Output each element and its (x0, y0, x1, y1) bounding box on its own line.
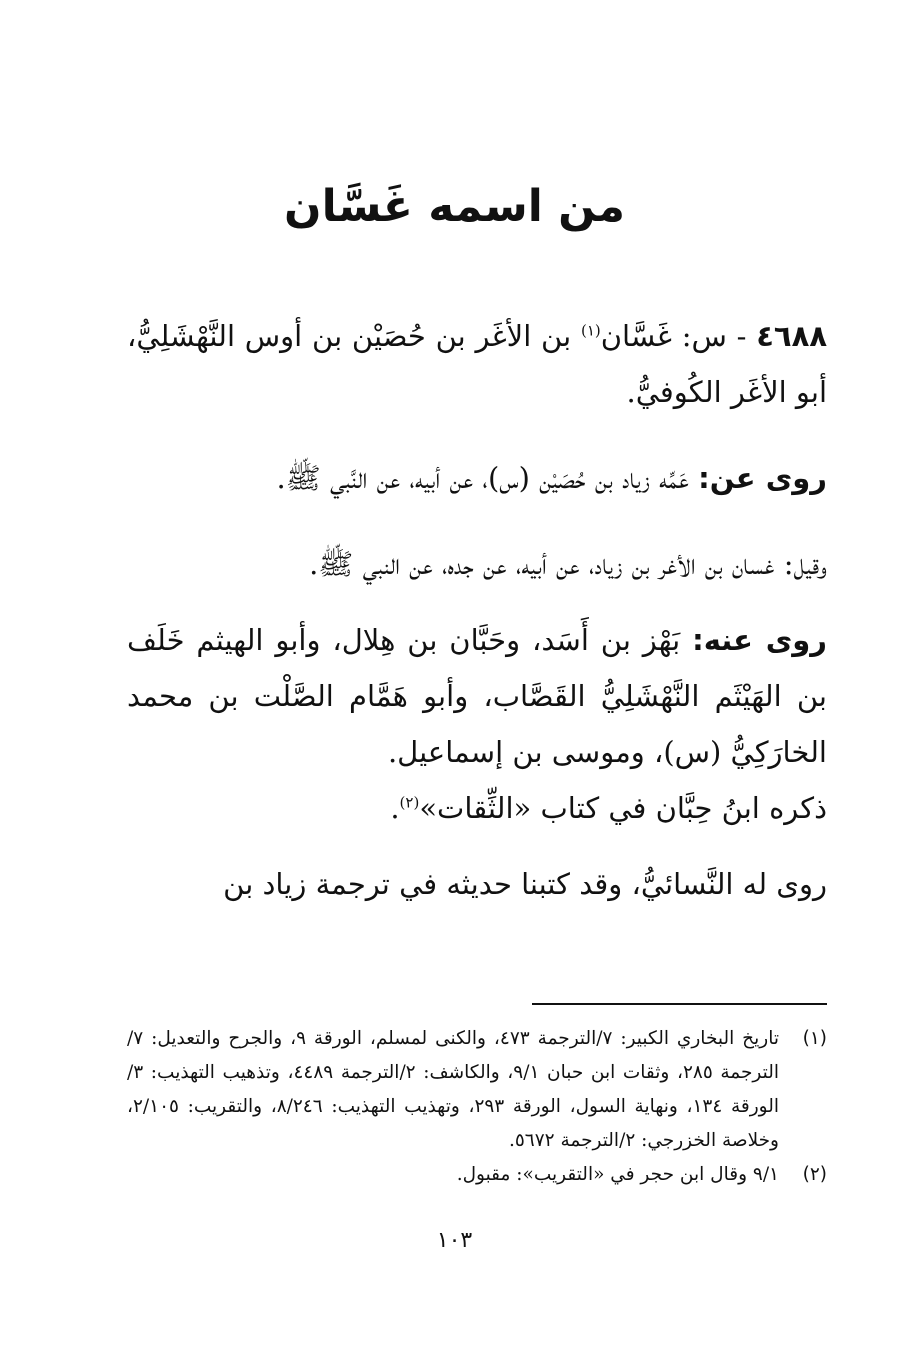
narrators-from-him-text: بَهْز بن أَسَد، وحَبَّان بن هِلال، وأبو الهيثم خَلَف بن الهَيْثَم النَّهْشَلِيُّ القَصَّاب، وأبو هَمَّام الصَّلْت بن محمد الخارَكِيُّ (س)، وموسى بن إسماعيل. (127, 623, 827, 769)
footnote-text: ٩/١ وقال ابن حجر في «التقريب»: مقبول. (456, 1164, 779, 1185)
ibn-hibban-end: . (390, 791, 400, 825)
entry-symbol: - س: (681, 319, 747, 353)
footnote-text: تاريخ البخاري الكبير: ٧/الترجمة ٤٧٣، والكنى لمسلم، الورقة ٩، والجرح والتعديل: ٧/الترجمة ٢٨٥، وثقات ابن حبان ٩/١، والكاشف: ٢/الترجمة ٤٤٨٩، وتذهيب التهذيب: ٣/الورقة ١٣٤، ونهاية السول، الورقة ٢٩٣، وتهذيب التهذيب: ٨/٢٤٦، والتقريب: ٢/١٠٥، وخلاصة الخزرجي: ٢/الترجمة ٥٦٧٢. (127, 1028, 780, 1151)
entry-lineage: بن الأغَر بن حُصَيْن بن أوس النَّهْشَلِيُّ، أبو الأغَر الكُوفيُّ. (127, 319, 827, 409)
entry-number: ٤٦٨٨ (756, 319, 828, 353)
nasai-paragraph: روى له النَّسائيُّ، وقد كتبنا حديثه في ترجمة زياد بن (223, 867, 827, 901)
narrators-from-him-paragraph (127, 612, 827, 780)
footnote-ref-1[interactable]: (١) (580, 321, 601, 340)
page-title: من اسمه غَسَّان (284, 181, 625, 232)
narrators-from-him-label: روى عنه: (692, 623, 827, 657)
footnotes (127, 1022, 827, 1192)
entry-paragraph (127, 308, 827, 420)
narrated-from-text: عَمِّه زياد بن حُصَيْن (س)، عن أبيه، عن النَّبي ﷺ. (276, 461, 689, 495)
footnote-1 (127, 1022, 827, 1158)
entry-name: غَسَّان (600, 319, 672, 353)
ibn-hibban-paragraph (127, 780, 827, 836)
page-number: ١٠٣ (436, 1228, 473, 1253)
footnote-number: (٢) (802, 1164, 827, 1185)
footnote-ref-2[interactable]: (٢) (399, 793, 420, 812)
footnote-number: (١) (802, 1028, 827, 1049)
footnote-divider (532, 1003, 827, 1005)
narrated-from-paragraph (127, 450, 827, 506)
main-text (127, 308, 827, 912)
footnote-2 (127, 1158, 827, 1192)
ibn-hibban-text: ذكره ابنُ حِبَّان في كتاب «الثِّقات» (419, 791, 827, 825)
alternative-chain-paragraph: وقيل: غسان بن الأغر بن زياد، عن أبيه، عن جده، عن النبي ﷺ. (309, 547, 827, 581)
narrated-from-label: روى عن: (698, 461, 827, 495)
